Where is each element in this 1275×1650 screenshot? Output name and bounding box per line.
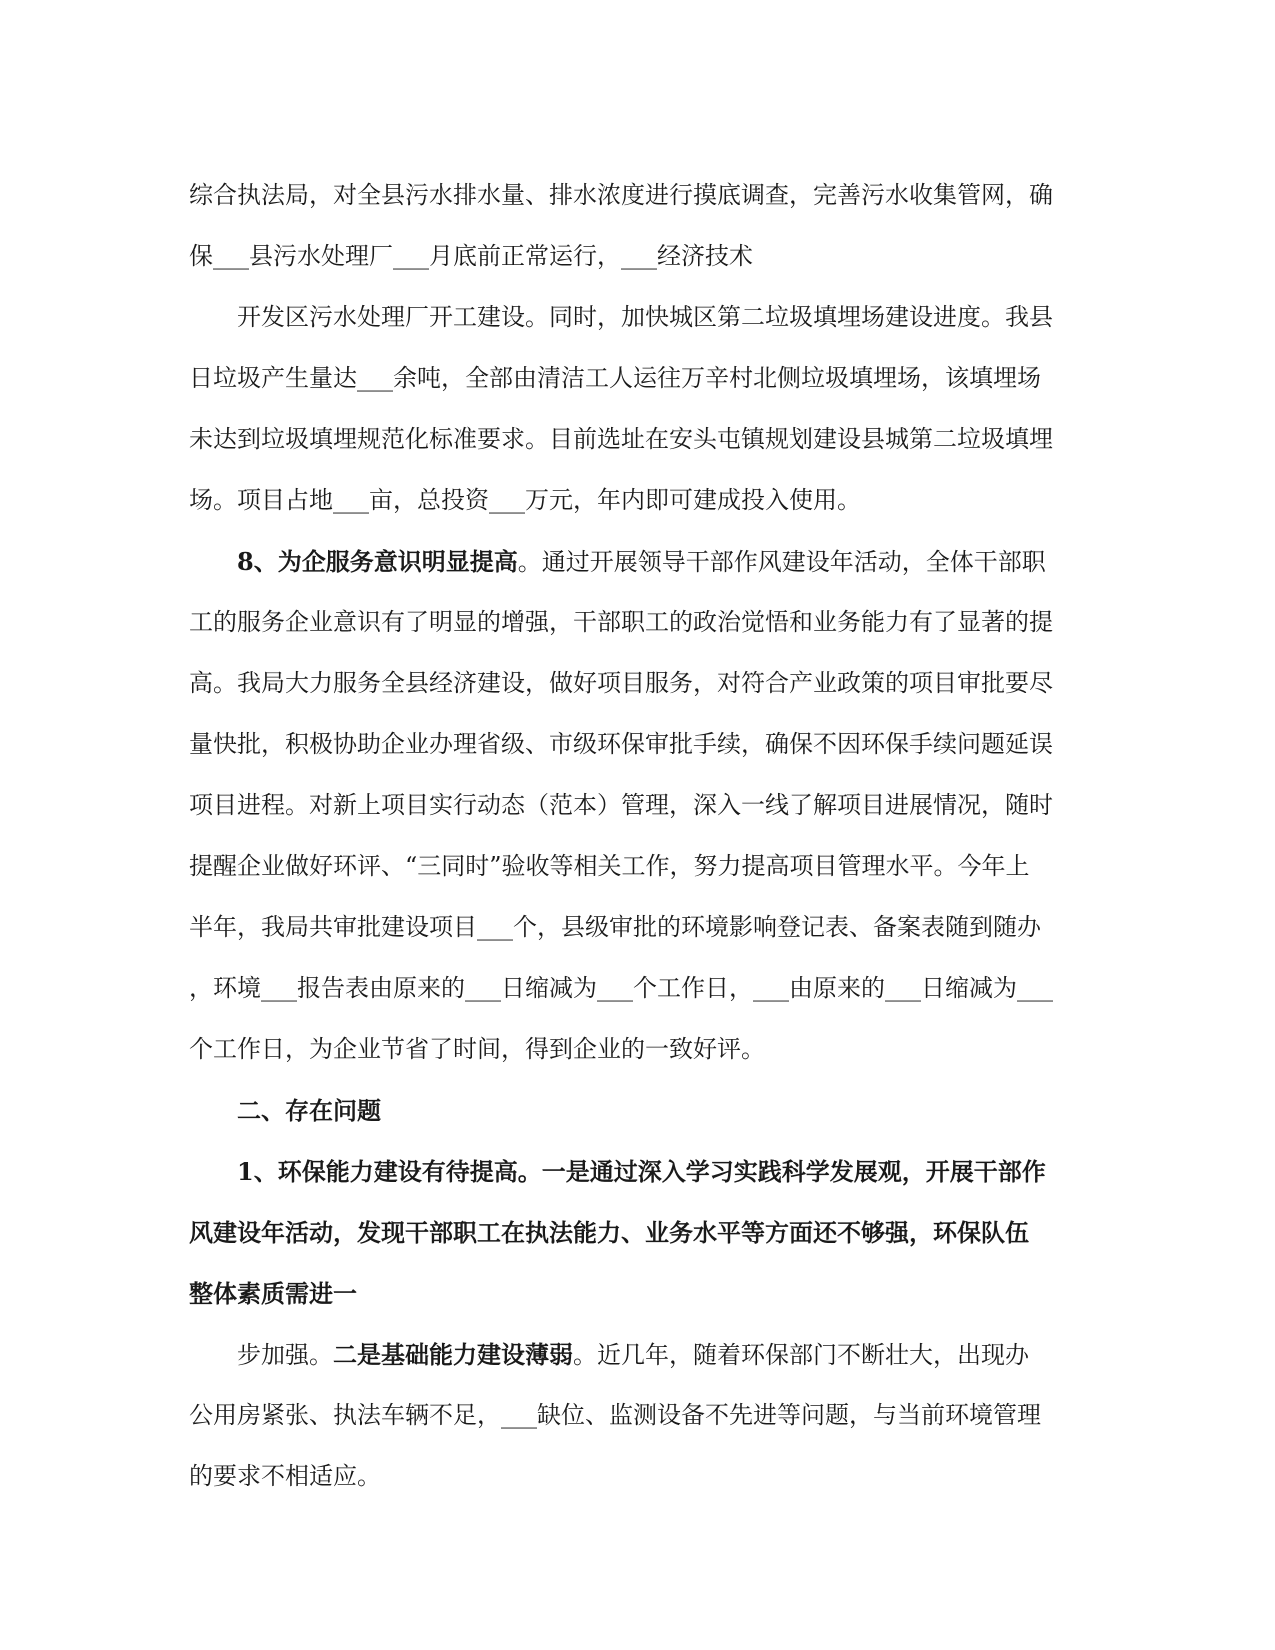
text-line: 未达到垃圾填埋规范化标准要求。目前选址在安头屯镇规划建设县城第二垃圾填埋 [189, 425, 1053, 453]
text-line: 整体素质需进一 [189, 1279, 357, 1308]
text-line: 风建设年活动，发现干部职工在执法能力、业务水平等方面还不够强，环保队伍 [189, 1218, 1029, 1247]
text-line: 工的服务企业意识有了明显的增强，干部职工的政治觉悟和业务能力有了显著的提 [189, 608, 1053, 636]
paragraph-heading: 二是基础能力建设薄弱 [333, 1340, 573, 1369]
paragraph-capacity [189, 1141, 1089, 1324]
paragraph-enterprise-service [189, 531, 1089, 1080]
paragraph-heading: 8、为企服务意识明显提高 [237, 547, 518, 576]
text-line: 量快批，积极协助企业办理省级、市级环保审批手续，确保不因环保手续问题延误 [189, 730, 1053, 758]
text-line: ，环境___报告表由原来的___日缩减为___个工作日，___由原来的___日缩减为___ [189, 974, 1053, 1002]
paragraph-landfill [189, 287, 1089, 531]
text-line [189, 1324, 1089, 1385]
text-line: 开发区污水处理厂开工建设。同时，加快城区第二垃圾填埋场建设进度。我县 [237, 303, 1053, 331]
text-fragment: 步加强。 [237, 1341, 333, 1369]
text-line: 半年，我局共审批建设项目___个，县级审批的环境影响登记表、备案表随到随办 [189, 913, 1041, 941]
text-line: 综合执法局，对全县污水排水量、排水浓度进行摸底调查，完善污水收集管网，确 [189, 181, 1053, 209]
text-line: 提醒企业做好环评、“三同时”验收等相关工作，努力提高项目管理水平。今年上 [189, 852, 1030, 880]
text-line: 公用房紧张、执法车辆不足，___缺位、监测设备不先进等问题，与当前环境管理 [189, 1401, 1041, 1429]
paragraph-infrastructure [189, 1324, 1089, 1507]
text-line: 场。项目占地___亩，总投资___万元，年内即可建成投入使用。 [189, 486, 861, 514]
text-line: 高。我局大力服务全县经济建设，做好项目服务，对符合产业政策的项目审批要尽 [189, 669, 1053, 697]
document-body [189, 165, 1089, 1507]
text-line: 保___县污水处理厂___月底前正常运行，___经济技术 [189, 242, 753, 270]
section-heading-problems [189, 1080, 1089, 1141]
text-line: 个工作日，为企业节省了时间，得到企业的一致好评。 [189, 1035, 765, 1063]
text-fragment: 。通过开展领导干部作风建设年活动，全体干部职 [517, 548, 1046, 576]
section-title: 二、存在问题 [237, 1096, 381, 1125]
text-line: 日垃圾产生量达___余吨，全部由清洁工人运往万辛村北侧垃圾填埋场，该填埋场 [189, 364, 1041, 392]
text-line: 1、环保能力建设有待提高。一是通过深入学习实践科学发展观，开展干部作 [237, 1157, 1046, 1186]
text-line: 的要求不相适应。 [189, 1462, 381, 1490]
text-line: 项目进程。对新上项目实行动态（范本）管理，深入一线了解项目进展情况，随时 [189, 791, 1053, 819]
paragraph-wastewater [189, 165, 1089, 287]
text-line [189, 531, 1089, 592]
text-fragment: 。近几年，随着环保部门不断壮大，出现办 [573, 1341, 1029, 1369]
